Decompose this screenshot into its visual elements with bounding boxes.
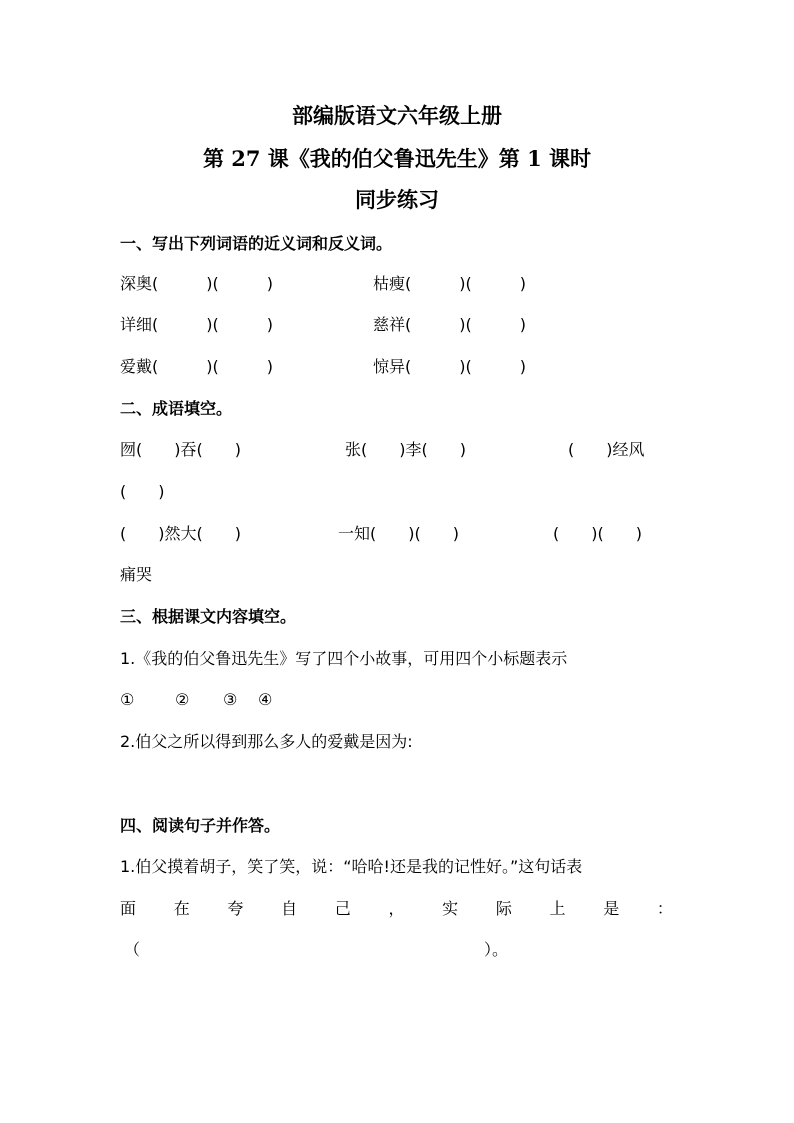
circle-marker-1: ① bbox=[120, 690, 135, 709]
section-3-heading: 三、根据课文内容填空。 bbox=[120, 607, 297, 626]
title-line-1: 部编版语文六年级上册 bbox=[292, 103, 502, 128]
idiom-item-continuation: 痛哭 bbox=[120, 565, 153, 584]
section-2-heading: 二、成语填空。 bbox=[120, 399, 233, 418]
spread-char: 上 bbox=[549, 899, 566, 918]
spread-char: 在 bbox=[173, 899, 190, 918]
question-3-1: 1.《我的伯父鲁迅先生》写了四个小故事，可用四个小标题表示 bbox=[120, 649, 568, 668]
word-item: 深奥( )( ) bbox=[120, 274, 273, 293]
spread-char: 面 bbox=[120, 899, 137, 918]
idiom-item: ( )经风 bbox=[568, 440, 645, 459]
question-4-1: 1.伯父摸着胡子，笑了笑，说：“哈哈!还是我的记性好。”这句话表 bbox=[120, 857, 583, 876]
word-item: 枯瘦( )( ) bbox=[373, 274, 526, 293]
word-item: 慈祥( )( ) bbox=[373, 315, 526, 334]
answer-close-paren: ）。 bbox=[484, 940, 509, 959]
word-item: 爱戴( )( ) bbox=[120, 357, 273, 376]
title-line-2: 第 27 课《我的伯父鲁迅先生》第 1 课时 bbox=[202, 146, 592, 171]
question-3-2: 2.伯父之所以得到那么多人的爱戴是因为: bbox=[120, 732, 413, 751]
spread-char: 是 bbox=[603, 899, 620, 918]
spread-char: 际 bbox=[495, 899, 512, 918]
idiom-item: ( )然大( ) bbox=[120, 524, 241, 543]
spread-char: ， bbox=[388, 899, 405, 918]
idiom-item: 一知( )( ) bbox=[338, 524, 459, 543]
title-line-3: 同步练习 bbox=[355, 187, 439, 212]
idiom-item: 张( )李( ) bbox=[345, 440, 466, 459]
word-item: 惊异( )( ) bbox=[373, 357, 526, 376]
spread-char: 自 bbox=[281, 899, 298, 918]
spread-char: 实 bbox=[442, 899, 459, 918]
idiom-item: ( )( ) bbox=[553, 524, 642, 543]
question-4-1-spread-line bbox=[120, 898, 673, 920]
spread-char: 己 bbox=[334, 899, 351, 918]
spread-char: ： bbox=[656, 899, 673, 918]
circle-marker-4: ④ bbox=[258, 690, 273, 709]
spread-char: 夸 bbox=[227, 899, 244, 918]
word-item: 详细( )( ) bbox=[120, 315, 273, 334]
idiom-item: 囫( )吞( ) bbox=[120, 440, 241, 459]
idiom-item-continuation: ( ) bbox=[120, 482, 165, 501]
section-1-heading: 一、写出下列词语的近义词和反义词。 bbox=[120, 234, 393, 253]
circle-marker-2: ② bbox=[175, 690, 190, 709]
section-4-heading: 四、阅读句子并作答。 bbox=[120, 816, 281, 835]
answer-open-paren: （ bbox=[124, 940, 141, 959]
circle-marker-3: ③ bbox=[223, 690, 238, 709]
